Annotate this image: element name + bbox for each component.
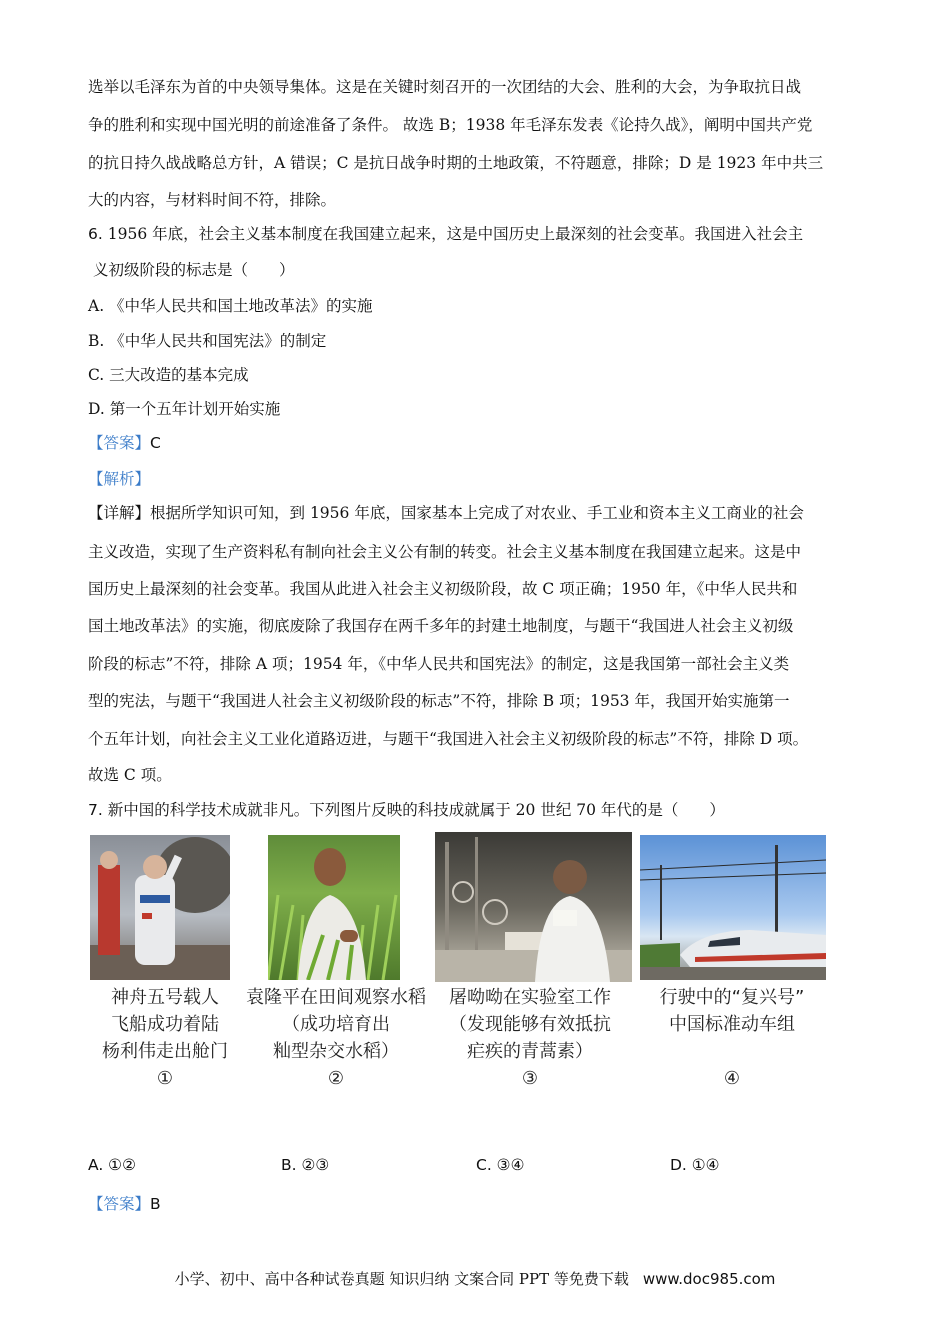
q6-analysis-tag — [88, 468, 150, 490]
caption-line: 行驶中的“复兴号” — [659, 987, 805, 1008]
answer-value: B — [150, 1195, 161, 1213]
q6-detail-line: 故选 C 项。 — [88, 766, 172, 784]
answer-tag: 【答案】 — [88, 1195, 151, 1213]
question-7-stem — [88, 799, 725, 821]
detail-tag: 【详解】 — [88, 504, 151, 522]
q6-option-d: D. 第一个五年计划开始实施 — [88, 400, 281, 418]
caption-line: （发现能够有效抵抗 — [449, 1014, 611, 1035]
page-footer — [0, 1268, 950, 1289]
question-stem-text: 1956 年底，社会主义基本制度在我国建立起来，这是中国历史上最深刻的社会变革。我国进入社会主 — [107, 225, 804, 243]
question-number: 7. — [88, 801, 103, 819]
q6-detail-line: 国土地改革法》的实施，彻底废除了我国存在两千多年的封建土地制度，与题干“我国进人社会主义初级 — [88, 617, 794, 635]
q6-detail-line: 阶段的标志”不符，排除 A 项；1954 年，《中华人民共和国宪法》的制定，这是我国第一部社会主义类 — [88, 655, 790, 673]
caption-line: 中国标准动车组 — [669, 1014, 795, 1035]
paragraph-line: 选举以毛泽东为首的中央领导集体。这是在关键时刻召开的一次团结的大会、胜利的大会，为争取抗日战 — [88, 78, 802, 96]
photo-fuxing-train — [640, 835, 826, 980]
q6-option-b: B. 《中华人民共和国宪法》的制定 — [88, 332, 327, 350]
q6-option-c: C. 三大改造的基本完成 — [88, 366, 249, 384]
q7-option-c: C. ③④ — [476, 1156, 525, 1174]
question-stem-text: 新中国的科学技术成就非凡。下列图片反映的科技成就属于 20 世纪 70 年代的是（ ） — [107, 801, 725, 819]
q7-answer — [88, 1193, 161, 1215]
caption-line: 籼型杂交水稻） — [273, 1041, 399, 1062]
picture-4-caption — [642, 984, 822, 1092]
q6-detail-line: 主义改造，实现了生产资料私有制向社会主义公有制的转变。社会主义基本制度在我国建立起来。这是中 — [88, 543, 802, 561]
caption-line: 屠呦呦在实验室工作 — [449, 987, 611, 1008]
paragraph-line: 大的内容，与材料时间不符，排除。 — [88, 191, 337, 209]
picture-2-caption — [236, 984, 436, 1092]
q6-detail-line: 型的宪法，与题干“我国进人社会主义初级阶段的标志”不符，排除 B 项；1953 年，我国开始实施第一 — [88, 692, 790, 710]
q6-detail-line — [88, 502, 804, 524]
answer-tag: 【答案】 — [88, 434, 151, 452]
q7-option-d: D. ①④ — [670, 1156, 720, 1174]
footer-url[interactable]: www.doc985.com — [642, 1270, 776, 1288]
picture-3-caption — [440, 984, 620, 1092]
q6-detail-line: 国历史上最深刻的社会变革。我国从此进入社会主义初级阶段，故 C 项正确；1950 年，《中华人民共和 — [88, 580, 798, 598]
q6-answer — [88, 432, 161, 454]
footer-text: 小学、初中、高中各种试卷真题 知识归纳 文案合同 PPT 等免费下载 — [174, 1270, 629, 1288]
q7-option-a: A. ①② — [88, 1156, 136, 1174]
paragraph-line: 的抗日持久战战略总方针，A 错误；C 是抗日战争时期的土地政策，不符题意，排除；D 是 1923 年中共三 — [88, 154, 824, 172]
paragraph-line: 争的胜利和实现中国光明的前途准备了条件。 故选 B；1938 年毛泽东发表《论持久战》，阐明中国共产党 — [88, 116, 813, 134]
q7-option-b: B. ②③ — [281, 1156, 330, 1174]
q6-option-a: A. 《中华人民共和国土地改革法》的实施 — [88, 297, 373, 315]
train-illustration — [640, 835, 826, 980]
question-number: 6. — [88, 225, 103, 243]
picture-number: ① — [156, 1068, 174, 1089]
picture-number: ② — [327, 1068, 345, 1089]
answer-value: C — [150, 434, 161, 452]
rice-field-illustration — [268, 835, 400, 980]
caption-line: 袁隆平在田间观察水稻 — [246, 987, 426, 1008]
caption-line: 飞船成功着陆 — [111, 1014, 219, 1035]
photo-yuan-longping-rice-field — [268, 835, 400, 980]
caption-line: 杨利伟走出舱门 — [102, 1041, 228, 1062]
q6-detail-line: 个五年计划，向社会主义工业化道路迈进，与题干“我国进入社会主义初级阶段的标志”不符，排除 D 项。 — [88, 730, 809, 748]
caption-line: （成功培育出 — [282, 1014, 390, 1035]
caption-line: 神舟五号载人 — [111, 987, 219, 1008]
question-6-stem — [88, 223, 803, 245]
picture-1-caption — [95, 984, 235, 1092]
detail-text: 根据所学知识可知，到 1956 年底，国家基本上完成了对农业、手工业和资本主义工商业的社会 — [150, 504, 804, 522]
astronaut-illustration — [90, 835, 230, 980]
caption-line: 疟疾的青蒿素） — [467, 1041, 593, 1062]
laboratory-illustration — [435, 832, 632, 982]
analysis-tag: 【解析】 — [88, 470, 151, 488]
photo-tu-youyou-laboratory — [435, 832, 632, 982]
question-6-stem-cont: 义初级阶段的标志是（ ） — [93, 261, 295, 279]
photo-shenzhou5-landing — [90, 835, 230, 980]
picture-number: ④ — [723, 1068, 741, 1089]
picture-number: ③ — [521, 1068, 539, 1089]
